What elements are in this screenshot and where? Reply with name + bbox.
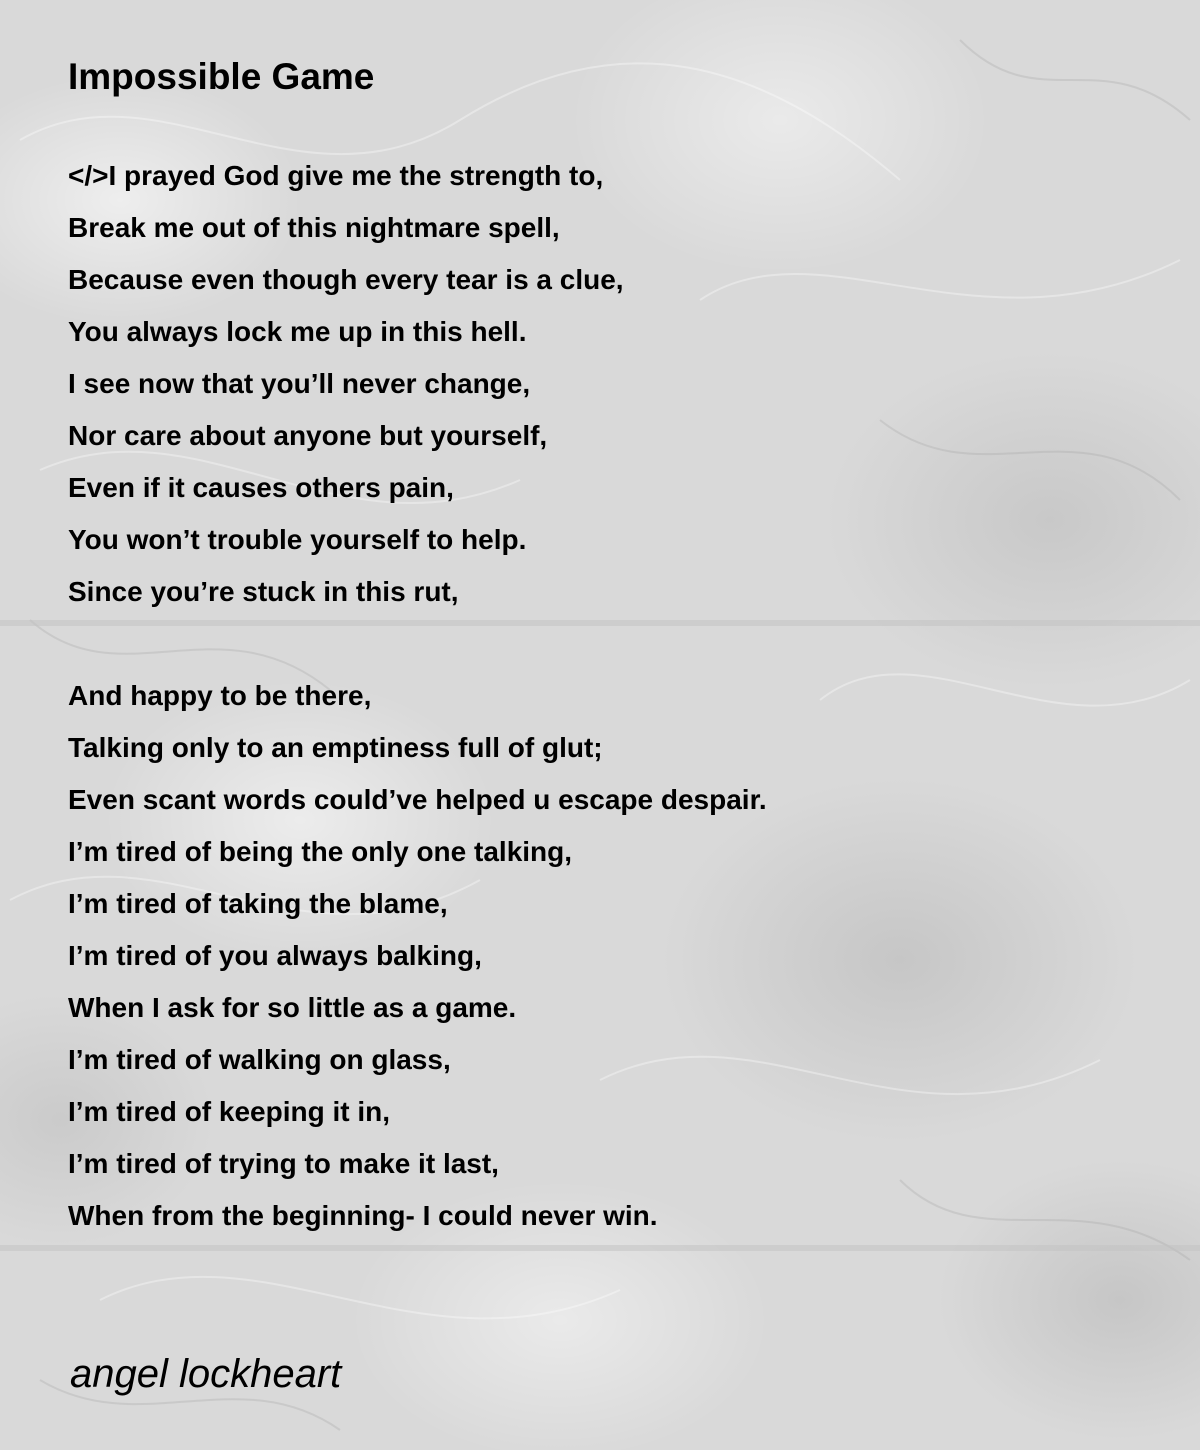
poem-line: Since you’re stuck in this rut, [68,576,459,607]
poem-line: Even if it causes others pain, [68,472,454,503]
poem-title: Impossible Game [68,56,375,97]
poem-author: angel lockheart [70,1352,342,1396]
poem-line: Break me out of this nightmare spell, [68,212,560,243]
poem-line: </>I prayed God give me the strength to, [68,160,604,191]
poem-line: Because even though every tear is a clue, [68,264,624,295]
poem-line: I’m tired of taking the blame, [68,888,448,919]
poem-line: I’m tired of walking on glass, [68,1044,451,1075]
poem-line: I see now that you’ll never change, [68,368,531,399]
poem-line: I’m tired of you always balking, [68,940,482,971]
poem-line: When from the beginning- I could never win. [68,1200,658,1231]
poem-line: I’m tired of trying to make it last, [68,1148,499,1179]
poem-line: You always lock me up in this hell. [68,316,527,347]
poem-line: Nor care about anyone but yourself, [68,420,548,451]
stanza-1 [68,150,624,618]
stanza-2 [68,670,767,1242]
divider-band [0,620,1200,626]
poem-line: Even scant words could’ve helped u escape despair. [68,784,767,815]
poem-line: I’m tired of keeping it in, [68,1096,391,1127]
poem-line: When I ask for so little as a game. [68,992,517,1023]
poem-line: I’m tired of being the only one talking, [68,836,573,867]
poem-line: You won’t trouble yourself to help. [68,524,527,555]
divider-band [0,1245,1200,1251]
poem-line: And happy to be there, [68,680,372,711]
poem-line: Talking only to an emptiness full of glut; [68,732,603,763]
